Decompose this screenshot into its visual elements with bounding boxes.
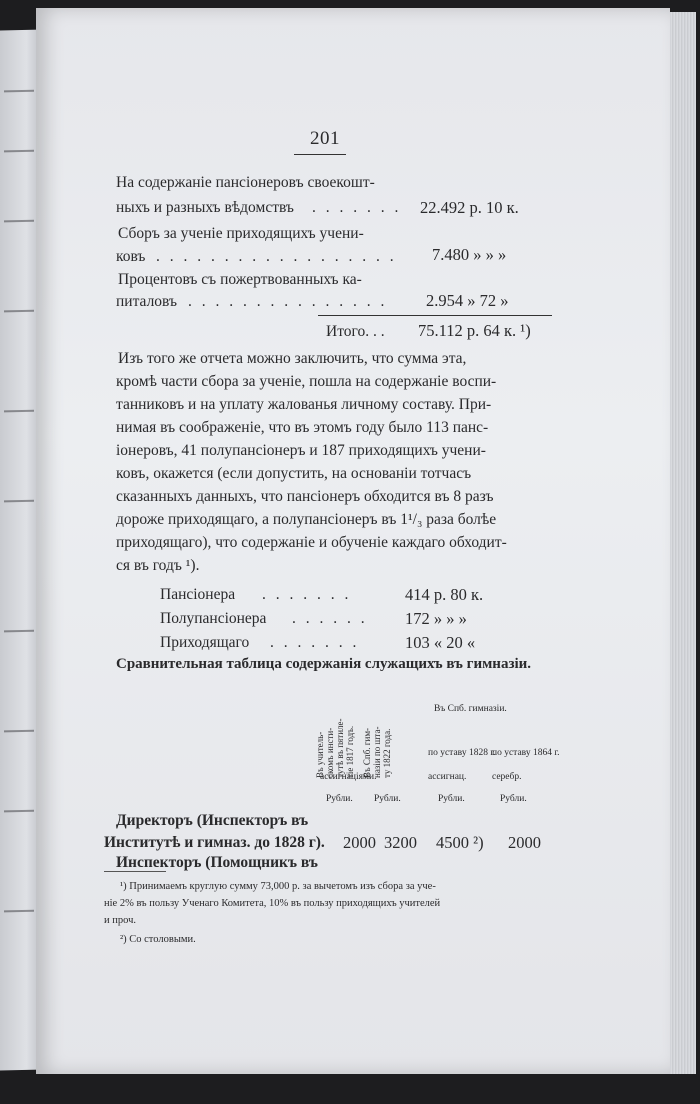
income-row-2-leader: . . . . . . . . . . . . . . . . . .: [156, 248, 397, 265]
cost-leader: . . . . . . .: [262, 586, 352, 603]
row-label-director-line-1: Директоръ (Инспекторъ въ: [116, 812, 309, 829]
income-row-2-amount: 7.480 » » »: [432, 245, 507, 264]
unit-label: Рубли.: [326, 794, 353, 804]
facing-page-text: [4, 810, 34, 813]
total-label: Итого. . .: [326, 323, 385, 340]
facing-page-text: [4, 90, 34, 93]
page-number: 201: [310, 128, 340, 149]
cost-value-half-boarder: 172 » » »: [405, 609, 467, 628]
income-row-2-line-1: Сборъ за ученіе приходящихъ учени-: [118, 225, 364, 242]
unit-label: Рубли.: [438, 794, 465, 804]
unit-label: Рубли.: [374, 794, 401, 804]
paragraph-line: ковъ, окажется (если допустить, на основаніи тотчасъ: [116, 465, 472, 482]
column-header-institute: Въ учитель- скомъ инсти- тутѣ въ пятиле- тіе 1817 годъ.: [315, 718, 355, 778]
cost-label-day-pupil: Приходящаго: [160, 634, 250, 651]
income-row-1-line-1: На содержаніе пансіонеровъ своекошт-: [116, 174, 375, 191]
footnote-line: ²) Со столовыми.: [120, 934, 196, 945]
director-salary-1828: 4500 ²): [436, 833, 484, 852]
director-salary-1864: 2000: [508, 833, 541, 852]
footnote-line: ¹) Принимаемъ круглую сумму 73,000 р. за вычетомъ изъ сбора за уче-: [120, 881, 436, 892]
facing-page-text: [4, 410, 34, 413]
cost-label-half-boarder: Полупансіонера: [160, 610, 267, 627]
sub-header-1864: по уставу 1864 г.: [492, 748, 560, 758]
cost-leader: . . . . . . .: [270, 634, 360, 651]
total-amount: 75.112 р. 64 к. ¹): [418, 321, 531, 340]
income-row-3-amount: 2.954 » 72 »: [426, 291, 509, 310]
paragraph-line: іонеровъ, 41 полупансіонеръ и 187 приходящихъ учени-: [116, 442, 486, 459]
sum-rule: [318, 315, 552, 316]
sub-header-1828: по уставу 1828 г.: [428, 748, 496, 758]
income-row-3-line-1: Процентовъ съ пожертвованныхъ ка-: [118, 271, 362, 288]
cost-label-boarder: Пансіонера: [160, 586, 236, 603]
page-number-rule: [294, 154, 346, 155]
director-salary-institute: 2000: [343, 833, 376, 852]
paragraph-line: танниковъ и на уплату жалованья личному составу. При-: [116, 396, 492, 413]
paragraph-line: ся въ годъ ¹).: [116, 557, 200, 574]
income-row-1-amount: 22.492 р. 10 к.: [420, 198, 519, 217]
footnote-line: и проч.: [104, 915, 136, 926]
row-label-inspector: Инспекторъ (Помощникъ въ: [116, 854, 318, 871]
facing-page-text: [4, 220, 34, 223]
facing-page-text: [4, 310, 34, 313]
row-label-director-line-2: Институтѣ и гимназ. до 1828 г).: [104, 834, 325, 851]
income-row-1-line-2: ныхъ и разныхъ вѣдомствъ: [116, 199, 294, 216]
currency-silver: серебр.: [492, 772, 522, 782]
paragraph-line: приходящаго), что содержаніе и обученіе каждаго обходит-: [116, 534, 507, 551]
currency-assignats: ассигнаціями.: [320, 772, 377, 782]
currency-assignats-short: ассигнац.: [428, 772, 467, 782]
column-header-gymnasium-1822: Въ Спб. гим- назіи по шта- ту 1822 года.: [362, 726, 392, 778]
income-row-3-leader: . . . . . . . . . . . . . . .: [188, 293, 388, 310]
paragraph-line: кромѣ части сбора за ученіе, пошла на содержаніе воспи-: [116, 373, 497, 390]
income-row-2-line-2: ковъ: [116, 248, 146, 265]
facing-page-text: [4, 630, 34, 633]
facing-page-text: [4, 150, 34, 153]
facing-page-text: [4, 910, 34, 913]
group-header-gymnasium: Въ Спб. гимназіи.: [434, 704, 507, 714]
table-title: Сравнительная таблица содержанія служащихъ въ гимназіи.: [116, 656, 532, 672]
cost-leader: . . . . . .: [292, 610, 368, 627]
paragraph-line: нимая въ соображеніе, что въ этомъ году было 113 панс-: [116, 419, 489, 436]
facing-page-text: [4, 730, 34, 733]
paragraph-line: сказанныхъ данныхъ, что пансіонеръ обходится въ 8 разъ: [116, 488, 494, 505]
cost-value-boarder: 414 р. 80 к.: [405, 585, 484, 604]
income-row-3-line-2: питаловъ: [116, 293, 178, 310]
paragraph-line: дороже приходящаго, а полупансіонеръ въ 1¹/₃ раза болѣе: [116, 511, 497, 528]
footnote-line: ніе 2% въ пользу Ученаго Комитета, 10% въ пользу приходящихъ учителей: [104, 898, 441, 909]
facing-page-text: [4, 500, 34, 503]
footnote-rule: [104, 871, 166, 872]
director-salary-1822: 3200: [384, 833, 417, 852]
paragraph-line: Изъ того же отчета можно заключить, что сумма эта,: [118, 350, 467, 367]
cost-value-day-pupil: 103 « 20 «: [405, 633, 476, 652]
page-edge: [670, 12, 696, 1074]
income-row-1-leader: . . . . . . .: [312, 199, 402, 216]
unit-label: Рубли.: [500, 794, 527, 804]
